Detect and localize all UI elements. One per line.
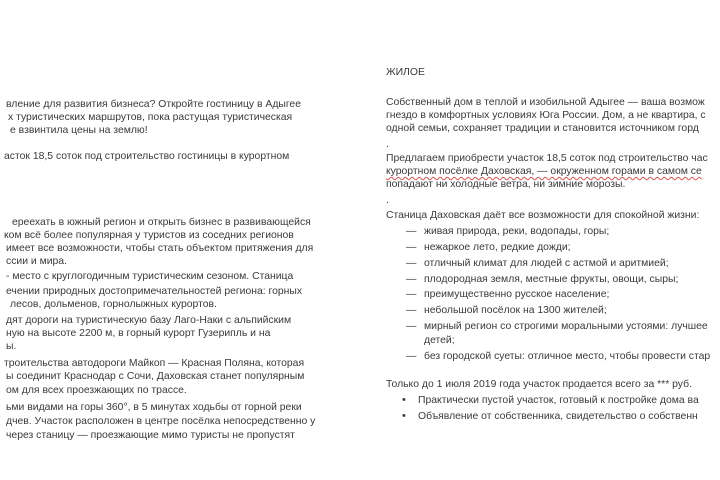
text-line: курортном посёлке Даховская, — окруженном горами в самом се xyxy=(386,166,702,177)
text-line: х туристических маршрутов, пока растущая туристическая xyxy=(8,112,293,123)
section-heading: ЖИЛОЕ xyxy=(386,67,425,78)
text-line: имеет все возможности, чтобы стать объектом притяжения для xyxy=(6,243,314,254)
text-line: Только до 1 июля 2019 года участок продается всего за *** руб. xyxy=(386,379,692,390)
list-item: — плодородная земля, местные фрукты, овощи, сыры; xyxy=(406,273,678,286)
text-line: одной семьи, сохраняет традиции и становится источником горд xyxy=(386,123,699,134)
text-line: через станицу — проезжающие мимо туристы не пропустят xyxy=(6,430,295,441)
text-line: Предлагаем приобрести участок 18,5 соток под строительство час xyxy=(386,153,708,164)
list-item: — преимущественно русское население; xyxy=(406,288,609,301)
text-line: вление для развития бизнеса? Откройте гостиницу в Адыгее xyxy=(6,99,301,110)
text-line: ом для всех проезжающих по трассе. xyxy=(6,385,187,396)
left-document-page xyxy=(0,0,332,480)
list-item: — отличный климат для людей с астмой и аритмией; xyxy=(406,257,669,270)
text-line: дчев. Участок расположен в центре посёлка непосредственно у xyxy=(6,416,316,427)
text-line: . xyxy=(386,139,389,150)
text-line: попадают ни холодные ветра, ни зимние морозы. xyxy=(386,179,626,190)
text-line: гнездо в комфортных условиях Юга России. Дом, а не квартира, с xyxy=(386,110,706,121)
text-line: троительства автодороги Майкоп — Красная Поляна, которая xyxy=(4,358,305,369)
text-line: . xyxy=(386,195,389,206)
list-item: — без городской суеты: отличное место, чтобы провести стар xyxy=(406,350,710,363)
list-item: — мирный регион со строгими моральными устоями: лучшее xyxy=(406,320,708,333)
text-line: ы соединит Краснодар с Сочи, Даховская станет популярным xyxy=(6,371,305,382)
text-line: Станица Даховская даёт все возможности для спокойной жизни: xyxy=(386,210,700,221)
text-line: Собственный дом в теплой и изобильной Адыгее — ваша возмож xyxy=(386,97,705,108)
text-line: ную на высоте 2200 м, в горный курорт Гузерипль и на xyxy=(6,328,271,339)
text-line: лесов, дольменов, горнолыжных курортов. xyxy=(10,299,217,310)
list-item: — небольшой посёлок на 1300 жителей; xyxy=(406,304,607,317)
list-item: — нежаркое лето, редкие дожди; xyxy=(406,241,571,254)
list-item: — живая природа, реки, водопады, горы; xyxy=(406,225,609,238)
text-line: ком всё более популярная у туристов из соседних регионов xyxy=(4,230,294,241)
text-line: ереехать в южный регион и открыть бизнес в развивающейся xyxy=(12,217,311,228)
text-line: ьми видами на горы 360°, в 5 минутах ходьбы от горной реки xyxy=(6,402,302,413)
text-line: асток 18,5 соток под строительство гостиницы в курортном xyxy=(4,151,290,162)
text-line: ссии и мира. xyxy=(6,256,67,267)
text-line: ечении природных достопримечательностей региона: горных xyxy=(6,286,303,297)
bullet-item: • Объявление от собственника, свидетельство о собственн xyxy=(390,410,698,423)
right-document-page xyxy=(384,0,720,480)
text-line: дят дороги на туристическую базу Лаго-Наки с альпийским xyxy=(6,315,292,326)
text-line: - место с круглогодичным туристическим сезоном. Станица xyxy=(6,271,294,282)
bullet-item: • Практически пустой участок, готовый к постройке дома ва xyxy=(390,394,699,407)
text-line: ы. xyxy=(6,341,17,352)
text-line: е взвинтила цены на землю! xyxy=(10,125,148,136)
list-item-continuation: детей; xyxy=(424,335,455,346)
